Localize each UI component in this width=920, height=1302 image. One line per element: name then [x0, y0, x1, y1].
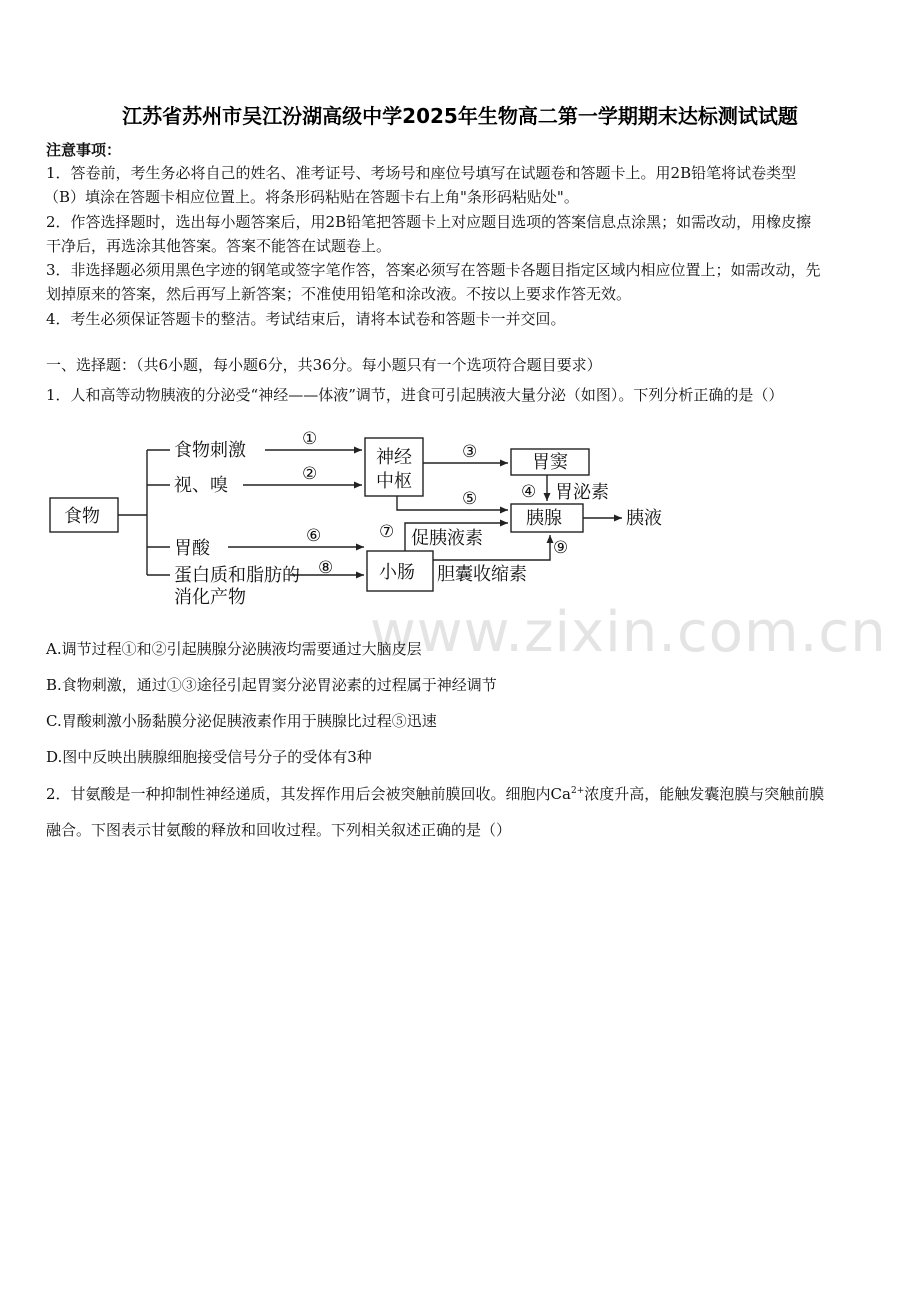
notice-line: 1．答卷前，考生务必将自己的姓名、准考证号、考场号和座位号填写在试题卷和答题卡上。用2B铅笔将试卷类型 — [46, 164, 797, 182]
watermark: www.zixin.com.cn — [370, 600, 887, 665]
notice-line: 4．考生必须保证答题卡的整洁。考试结束后，请将本试卷和答题卡一并交回。 — [46, 310, 566, 328]
label-stomach: 胃窦 — [532, 452, 568, 473]
label-protein-fat-2: 消化产物 — [174, 587, 246, 608]
pancreatic-secretion-diagram — [0, 420, 920, 615]
notice-line: 划掉原来的答案，然后再写上新答案；不准使用铅笔和涂改液。不按以上要求作答无效。 — [46, 285, 632, 303]
label-gastrin: 胃泌素 — [555, 482, 609, 503]
label-pancreas: 胰腺 — [526, 508, 562, 529]
marker-4: ④ — [521, 482, 537, 502]
option-c: C.胃酸刺激小肠黏膜分泌促胰液素作用于胰腺比过程⑤迅速 — [46, 712, 437, 730]
label-sight-smell: 视、嗅 — [174, 475, 228, 496]
option-d: D.图中反映出胰腺细胞接受信号分子的受体有3种 — [46, 748, 372, 766]
label-gastric-acid: 胃酸 — [174, 538, 210, 559]
label-pancreatic-juice: 胰液 — [626, 508, 662, 529]
question-2-stem — [46, 784, 886, 804]
marker-8: ⑧ — [318, 558, 334, 578]
notice-line: 2．作答选择题时，选出每小题答案后，用2B铅笔把答题卡上对应题目选项的答案信息点涂黑；如需改动，用橡皮擦 — [46, 213, 812, 231]
label-small-intestine: 小肠 — [379, 562, 415, 583]
notice-line: 3．非选择题必须用黑色字迹的钢笔或签字笔作答，答案必须写在答题卡各题目指定区域内相应位置上；如需改动，先 — [46, 261, 821, 279]
marker-9: ⑨ — [553, 538, 569, 558]
section-heading: 一、选择题：（共6小题，每小题6分，共36分。每小题只有一个选项符合题目要求） — [46, 356, 602, 374]
label-food: 食物 — [64, 506, 100, 527]
calcium-charge: 2+ — [570, 786, 585, 796]
marker-2: ② — [302, 464, 318, 484]
marker-1: ① — [302, 429, 318, 449]
marker-7: ⑦ — [379, 522, 395, 542]
notice-line: 干净后，再选涂其他答案。答案不能答在试题卷上。 — [46, 237, 392, 255]
label-nerve-center-1: 神经 — [376, 447, 412, 468]
marker-5: ⑤ — [462, 489, 478, 509]
notice-heading: 注意事项： — [46, 141, 122, 159]
label-protein-fat-1: 蛋白质和脂肪的 — [174, 565, 300, 586]
question-2-stem-part-a: 2．甘氨酸是一种抑制性神经递质，其发挥作用后会被突触前膜回收。细胞内Ca — [46, 785, 571, 803]
label-nerve-center-2: 中枢 — [376, 471, 412, 492]
marker-6: ⑥ — [306, 526, 322, 546]
notice-line: （B）填涂在答题卡相应位置上。将条形码粘贴在答题卡右上角"条形码粘贴处"。 — [44, 188, 579, 206]
option-a: A.调节过程①和②引起胰腺分泌胰液均需要通过大脑皮层 — [46, 640, 422, 658]
question-2-stem-part-b: 浓度升高，能触发囊泡膜与突触前膜 — [584, 785, 825, 803]
page-title: 江苏省苏州市吴江汾湖高级中学2025年生物高二第一学期期末达标测试试题 — [122, 104, 798, 128]
option-b: B.食物刺激，通过①③途径引起胃窦分泌胃泌素的过程属于神经调节 — [46, 676, 497, 694]
label-secretin: 促胰液素 — [411, 528, 483, 549]
question-2-stem-line-2: 融合。下图表示甘氨酸的释放和回收过程。下列相关叙述正确的是（） — [46, 821, 512, 839]
label-cck: 胆囊收缩素 — [437, 564, 527, 585]
label-food-stimulus: 食物刺激 — [174, 440, 246, 461]
marker-3: ③ — [462, 442, 478, 462]
question-1-stem: 1．人和高等动物胰液的分泌受“神经——体液”调节，进食可引起胰液大量分泌（如图）。下列分析正确的是（） — [46, 386, 784, 404]
